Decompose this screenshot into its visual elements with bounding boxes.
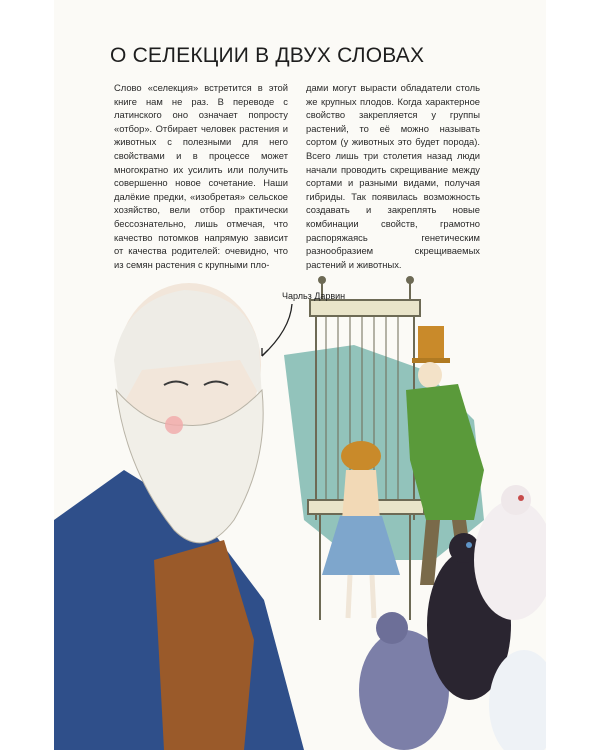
darwin-pigeons-illustration: [54, 0, 546, 750]
page-title: О СЕЛЕКЦИИ В ДВУХ СЛОВАХ: [110, 44, 425, 67]
text-column-right: дами могут вырасти обладатели столь же крупных плодов. Когда характерное свойство закрепляется у группы растений, то её можно называть сортом (у животных это будет порода). Всего лишь три столетия назад люди начали проводить скрещивание между сортами и разными видами, получая гибриды. Так появилась возможность создавать и закреплять новые комбинации свойств, грамотно распоряжаясь генетическим разнообразием скрещиваемых растений и животных.: [306, 82, 480, 270]
illustration-caption: Чарльз Дарвин: [282, 291, 346, 301]
text-column-left: Слово «селекция» встретится в этой книге нам не раз. В переводе с латинского оно означает попросту «отбор». Отбирает человек растения и животных с полезными для него свойствами и в процессе может многократно их усилить или получить совершенно новое сочетание. Наши далёкие предки, «изобретая» сельское хозяйство, вели отбор практически бессознательно, лишь отмечая, что качество потомков напрямую зависит от качества родителей: очевидно, что из семян растения с крупными пло-: [114, 82, 288, 270]
book-page: [54, 0, 546, 750]
caption-arrow: [262, 304, 292, 356]
darwin-figure: [54, 283, 304, 750]
